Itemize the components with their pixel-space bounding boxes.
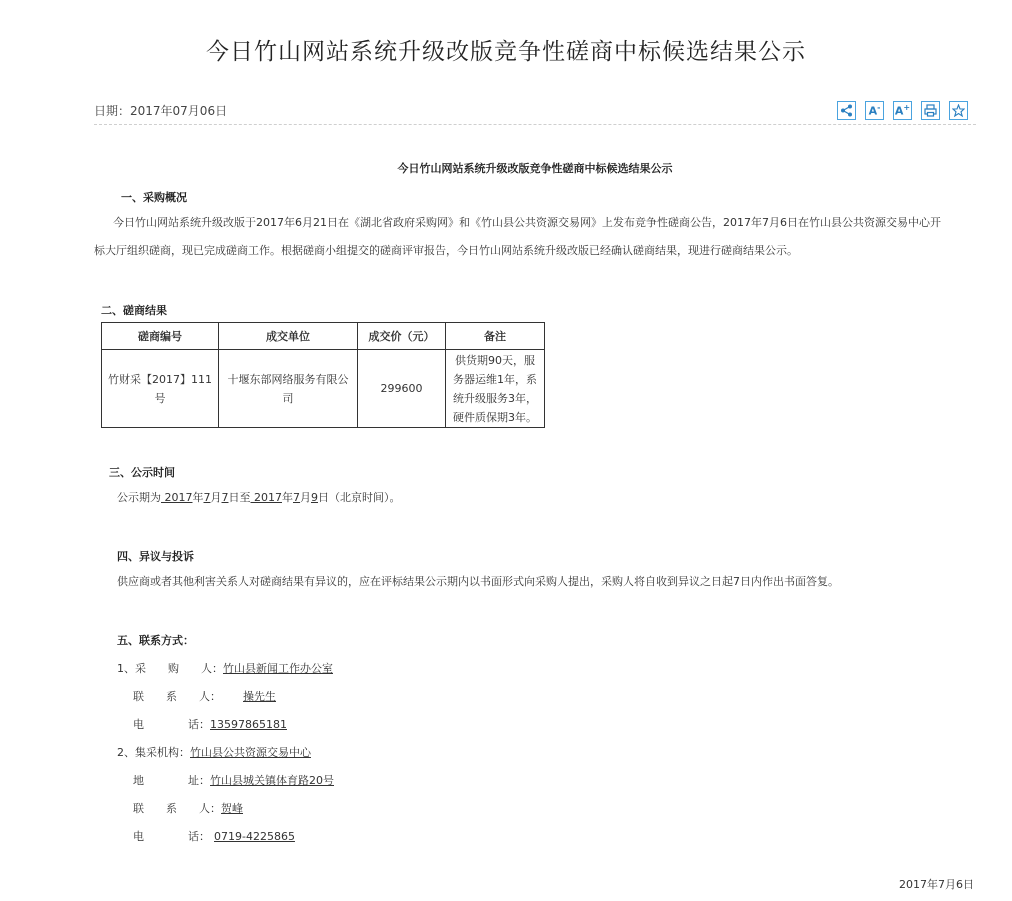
result-table bbox=[101, 322, 545, 428]
font-decrease-button[interactable] bbox=[865, 101, 884, 120]
contact-purchaser: 1、采 购 人：竹山县新闻工作办公室 bbox=[117, 662, 333, 675]
share-button[interactable] bbox=[837, 101, 856, 120]
section-4-title: 四、异议与投诉 bbox=[117, 550, 194, 563]
contact-phone-2: 电 话： 0719-4225865 bbox=[133, 830, 295, 843]
contact-person-1: 联 系 人： 操先生 bbox=[133, 690, 276, 703]
page-title: 今日竹山网站系统升级改版竞争性磋商中标候选结果公示 bbox=[206, 39, 806, 65]
content-subtitle: 今日竹山网站系统升级改版竞争性磋商中标候选结果公示 bbox=[397, 162, 673, 175]
font-increase-icon: A+ bbox=[894, 103, 911, 118]
section-1-line-2: 标大厅组织磋商，现已完成磋商工作。根据磋商小组提交的磋商评审报告，今日竹山网站系统升级改版已经确认磋商结果，现进行磋商结果公示。 bbox=[94, 244, 798, 257]
contact-phone-1: 电 话：13597865181 bbox=[133, 718, 287, 731]
table-row bbox=[102, 350, 545, 428]
section-3-text: 公示期为 2017年7月7日至 2017年7月9日（北京时间）。 bbox=[117, 491, 401, 504]
favorite-button[interactable] bbox=[949, 101, 968, 120]
contact-person-2: 联 系 人：贺峰 bbox=[133, 802, 243, 815]
toolbar bbox=[837, 101, 968, 120]
print-button[interactable] bbox=[921, 101, 940, 120]
section-4-text: 供应商或者其他利害关系人对磋商结果有异议的，应在评标结果公示期内以书面形式向采购人提出，采购人将自收到异议之日起7日内作出书面答复。 bbox=[117, 575, 839, 588]
section-1-title: 一、采购概况 bbox=[121, 191, 187, 204]
section-1-line-1: 今日竹山网站系统升级改版于2017年6月21日在《湖北省政府采购网》和《竹山县公共资源交易网》上发布竞争性磋商公告，2017年7月6日在竹山县公共资源交易中心开 bbox=[113, 216, 941, 229]
font-increase-button[interactable] bbox=[893, 101, 912, 120]
header-divider bbox=[94, 124, 976, 125]
table-header-row bbox=[102, 323, 545, 350]
section-2-title: 二、磋商结果 bbox=[101, 304, 167, 317]
cell-price: 299600 bbox=[358, 350, 446, 428]
star-icon bbox=[952, 104, 965, 117]
section-5-title: 五、联系方式： bbox=[117, 634, 194, 647]
contact-address: 地 址：竹山县城关镇体育路20号 bbox=[133, 774, 334, 787]
publish-date: 日期：2017年07月06日 bbox=[94, 104, 228, 118]
header-price: 成交价（元） bbox=[358, 323, 446, 350]
cell-code: 竹财采【2017】111 号 bbox=[102, 350, 219, 428]
header-note: 备注 bbox=[446, 323, 545, 350]
cell-note: 供货期90天，服 务器运维1年，系 统升级服务3年， 硬件质保期3年。 bbox=[446, 350, 545, 428]
share-icon bbox=[840, 104, 853, 117]
header-unit: 成交单位 bbox=[219, 323, 358, 350]
font-decrease-icon: A- bbox=[868, 103, 881, 118]
print-icon bbox=[924, 104, 937, 117]
header-code: 磋商编号 bbox=[102, 323, 219, 350]
footer-date: 2017年7月6日 bbox=[899, 878, 974, 891]
section-3-title: 三、公示时间 bbox=[109, 466, 175, 479]
cell-unit: 十堰东部网络服务有限公 司 bbox=[219, 350, 358, 428]
contact-agency: 2、集采机构：竹山县公共资源交易中心 bbox=[117, 746, 311, 759]
